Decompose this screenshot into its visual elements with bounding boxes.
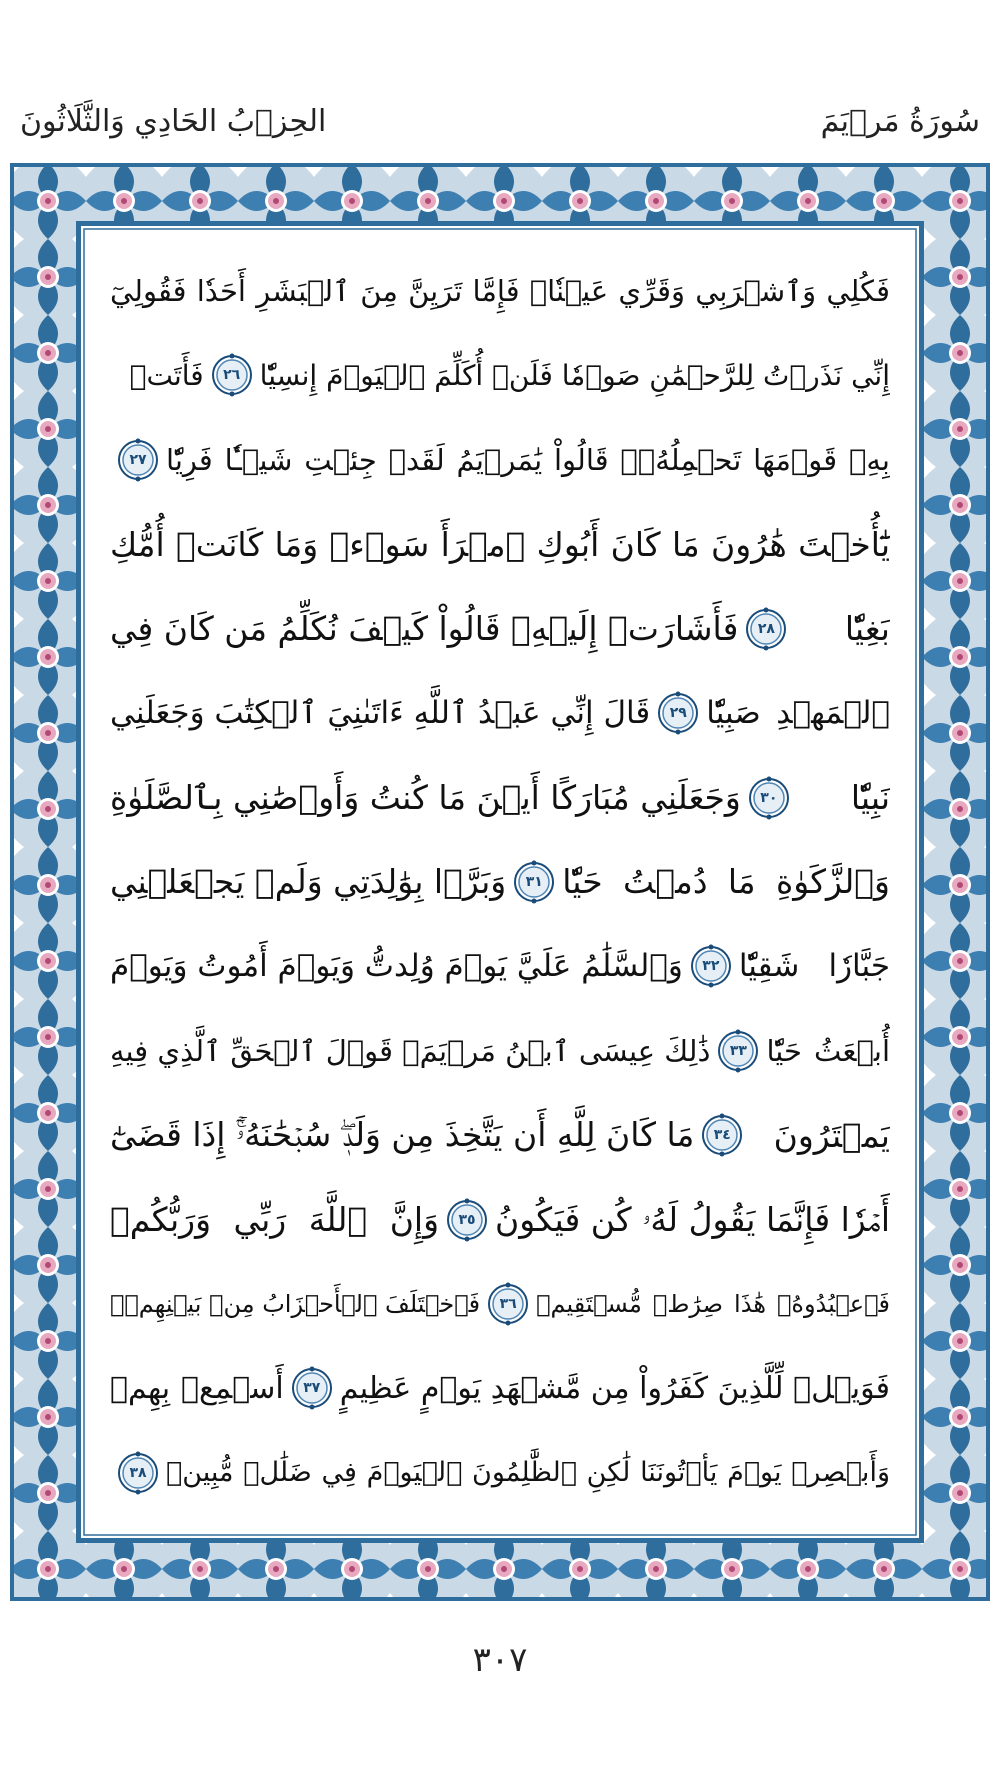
verse-text: يَٰٓأُخۡتَ هَٰرُونَ مَا كَانَ أَبُوكِ ٱمۡرَأَ سَوۡءٖ وَمَا كَانَتۡ أُمُّكِ <box>110 524 890 564</box>
verse-text: فَكُلِي وَٱشۡرَبِي وَقَرِّي عَيۡنٗاۖ فَإِمَّا تَرَيِنَّ مِنَ ٱلۡبَشَرِ أَحَدٗا فَقُولِيٓ <box>110 274 890 308</box>
ayah-number: ٣٥ <box>458 1211 476 1228</box>
verse-text: فَٱعۡبُدُوهُۚ هَٰذَا صِرَٰطٞ مُّسۡتَقِيمٞ <box>536 1290 890 1319</box>
ayah-number: ٢٦ <box>223 367 241 384</box>
verse-text: بِهِۦ قَوۡمَهَا تَحۡمِلُهُۥۖ قَالُواْ يَٰمَرۡيَمُ لَقَدۡ جِئۡتِ شَيۡـٔٗا فَرِيّٗا <box>166 442 890 477</box>
hizb-name: الحِزۡبُ الحَادِي وَالثَّلَاثُونَ <box>20 103 327 139</box>
verse-text: مَا كَانَ لِلَّهِ أَن يَتَّخِذَ مِن وَلَدٖۖ سُبۡحَٰنَهُۥٓۚ إِذَا قَضَىٰٓ <box>110 1115 695 1155</box>
verse-line <box>110 255 890 327</box>
ayah-number-marker <box>116 438 160 482</box>
page-frame <box>10 163 990 1601</box>
ayah-number: ٢٩ <box>669 705 687 722</box>
ayah-number-marker <box>445 1198 489 1242</box>
ayah-number-marker <box>689 944 733 988</box>
verse-lines <box>110 255 890 1509</box>
verse-text: بَغِيّٗا <box>844 609 890 649</box>
ayah-number: ٢٧ <box>129 451 147 468</box>
verse-line <box>110 1268 890 1340</box>
verse-text: قَالَ إِنِّي عَبۡدُ ٱللَّهِ ءَاتَىٰنِيَ ٱلۡكِتَٰبَ وَجَعَلَنِي <box>110 695 651 732</box>
verse-text: يَمۡتَرُونَ <box>773 1115 890 1155</box>
ayah-number-marker <box>290 1366 334 1410</box>
verse-text: وَجَعَلَنِي مُبَارَكًا أَيۡنَ مَا كُنتُ وَأَوۡصَٰنِي بِٱلصَّلَوٰةِ <box>110 778 741 818</box>
verse-line <box>110 762 890 834</box>
verse-line <box>110 846 890 918</box>
ayah-number-marker <box>210 353 254 397</box>
verse-text: وَٱلسَّلَٰمُ عَلَيَّ يَوۡمَ وُلِدتُّ وَيَوۡمَ أَمُوتُ وَيَوۡمَ <box>110 948 683 985</box>
ayah-number-marker <box>716 1029 760 1073</box>
verse-line <box>110 1015 890 1087</box>
verse-line <box>110 677 890 749</box>
ayah-number: ٣١ <box>525 873 543 890</box>
ayah-number-marker <box>747 776 791 820</box>
verse-line <box>110 1184 890 1256</box>
verse-text: جَبَّارٗا شَقِيّٗا <box>738 948 890 985</box>
ayah-number: ٣٣ <box>729 1042 747 1059</box>
verse-line <box>110 1352 890 1424</box>
ayah-number: ٣٠ <box>760 789 778 806</box>
surah-name: سُورَةُ مَرۡيَمَ <box>820 103 980 139</box>
ayah-number-marker <box>512 860 556 904</box>
ayah-number-marker <box>744 607 788 651</box>
ayah-number: ٣٢ <box>702 958 720 975</box>
verse-text: وَبَرَّۢا بِوَٰلِدَتِي وَلَمۡ يَجۡعَلۡنِي <box>110 862 507 902</box>
ayah-number-marker <box>116 1451 160 1495</box>
ayah-number-marker <box>656 691 700 735</box>
page-number: ٣٠٧ <box>472 1640 528 1680</box>
ayah-number-marker <box>486 1282 530 1326</box>
verse-text: أَسۡمِعۡ بِهِمۡ <box>110 1370 284 1406</box>
verse-text: فَٱخۡتَلَفَ ٱلۡأَحۡزَابُ مِنۢ بَيۡنِهِمۡۖ <box>110 1290 481 1319</box>
verse-line <box>110 339 890 411</box>
verse-text: نَبِيّٗا <box>850 778 890 818</box>
verse-text: فَأَتَتۡ <box>129 358 204 392</box>
ayah-number: ٣٨ <box>129 1464 147 1481</box>
ayah-number: ٣٦ <box>499 1296 517 1313</box>
verse-text: أَمۡرٗا فَإِنَّمَا يَقُولُ لَهُۥ كُن فَيَكُونُ <box>495 1199 890 1239</box>
verse-text: إِنِّي نَذَرۡتُ لِلرَّحۡمَٰنِ صَوۡمٗا فَلَنۡ أُكَلِّمَ ٱلۡيَوۡمَ إِنسِيّٗا <box>259 358 890 392</box>
verse-line <box>110 508 890 580</box>
verse-text: وَإِنَّ ٱللَّهَ رَبِّي وَرَبُّكُمۡ <box>110 1200 440 1240</box>
verse-line <box>110 1099 890 1171</box>
ayah-number: ٢٨ <box>757 620 775 637</box>
ayah-number: ٣٧ <box>303 1380 321 1397</box>
verse-text: ٱلۡمَهۡدِ صَبِيّٗا <box>706 695 890 732</box>
verse-text: فَوَيۡلٞ لِّلَّذِينَ كَفَرُواْ مِن مَّشۡهَدِ يَوۡمٍ عَظِيمٍ <box>339 1370 890 1406</box>
verse-text: وَأَبۡصِرۡ يَوۡمَ يَأۡتُونَنَا لَٰكِنِ ٱلظَّٰلِمُونَ ٱلۡيَوۡمَ فِي ضَلَٰلٖ مُّبِينٖ <box>166 1457 890 1489</box>
verse-line <box>110 593 890 665</box>
verse-line <box>110 424 890 496</box>
verse-line <box>110 1437 890 1509</box>
verse-text: أُبۡعَثُ حَيّٗا <box>766 1033 890 1068</box>
verse-text: فَأَشَارَتۡ إِلَيۡهِۖ قَالُواْ كَيۡفَ نُكَلِّمُ مَن كَانَ فِي <box>110 609 739 649</box>
verse-text: وَٱلزَّكَوٰةِ مَا دُمۡتُ حَيّٗا <box>562 862 890 902</box>
verse-line <box>110 930 890 1002</box>
page-header <box>20 96 980 146</box>
verse-text: ذَٰلِكَ عِيسَى ٱبۡنُ مَرۡيَمَۖ قَوۡلَ ٱلۡحَقِّ ٱلَّذِي فِيهِ <box>110 1033 711 1068</box>
ayah-number: ٣٤ <box>713 1127 731 1144</box>
ayah-number-marker <box>700 1113 744 1157</box>
text-area <box>90 235 910 1529</box>
